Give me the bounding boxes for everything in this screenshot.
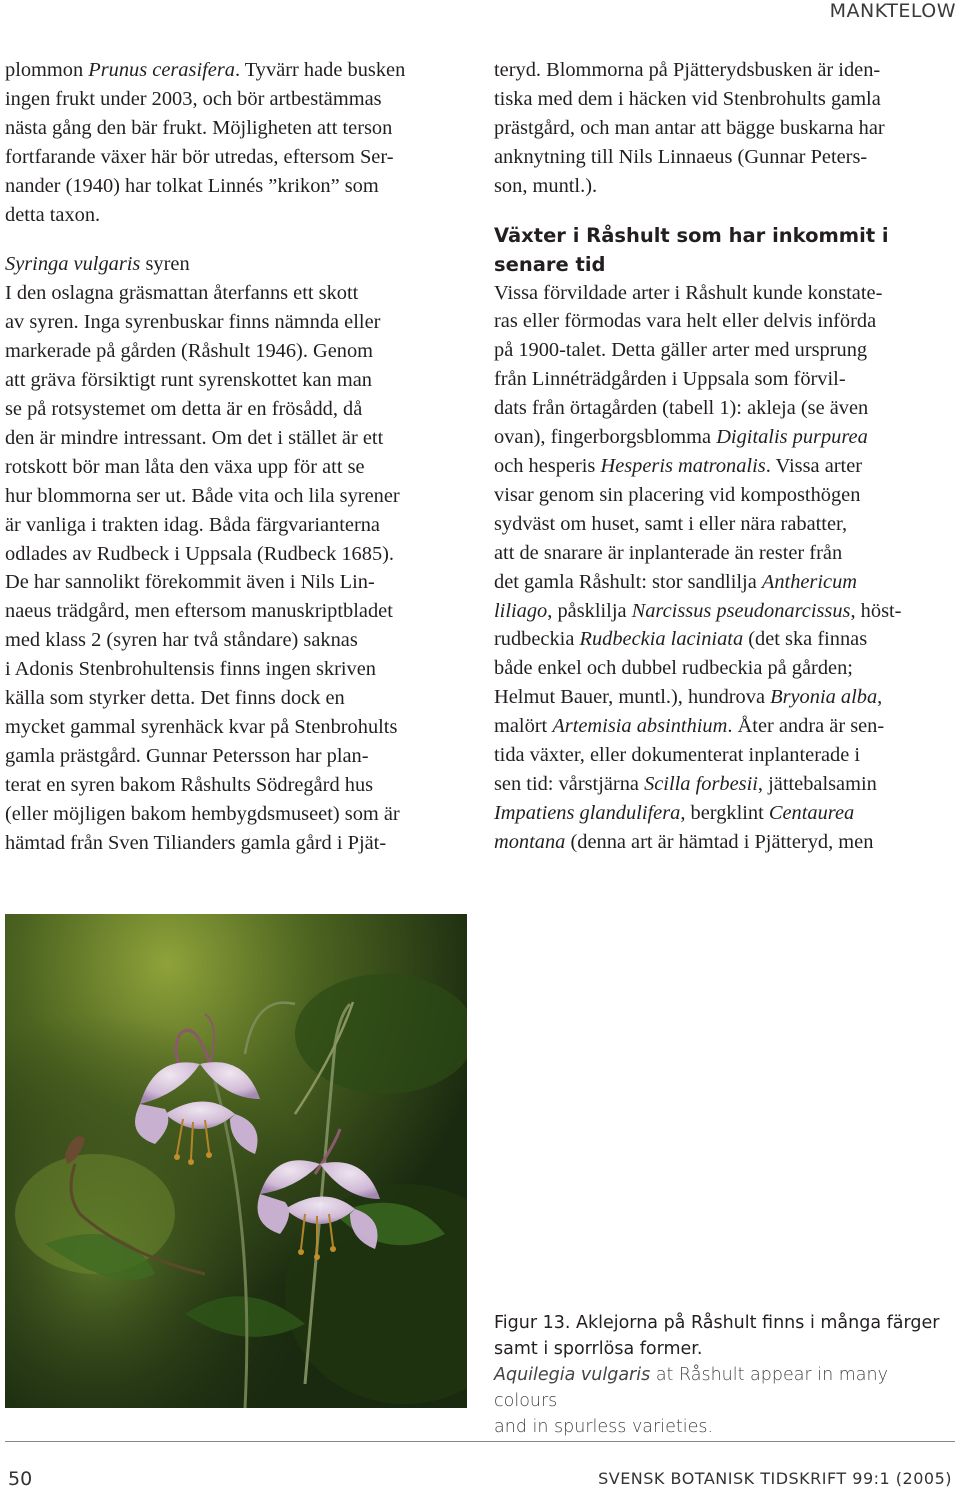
- text-run: den är mindre intressant. Om det i stället är ett: [5, 426, 384, 449]
- text-line: [494, 172, 956, 201]
- text-run: källa som styrker detta. Det finns dock en: [5, 687, 345, 710]
- text-run: är vanliga i trakten idag. Båda färgvarianterna: [5, 513, 380, 536]
- text-run: malört: [494, 715, 553, 738]
- text-line: [494, 770, 956, 799]
- text-run: nästa gång den bär frukt. Möjligheten att terson: [5, 116, 393, 139]
- text-line: [494, 365, 956, 394]
- aquilegia-photo: [5, 914, 467, 1408]
- text-run: (eller möjligen bakom hembygdsmuseet) som är: [5, 802, 400, 825]
- section-heading: [494, 221, 956, 279]
- text-run: . Åter andra är sen-: [727, 715, 885, 738]
- text-line: [494, 625, 956, 654]
- text-line: [5, 56, 465, 85]
- text-line: [494, 85, 956, 114]
- text-line: [494, 828, 956, 857]
- text-line: [5, 655, 465, 684]
- caption-sv-line-2: samt i sporrlösa former.: [494, 1339, 703, 1359]
- text-line: [5, 85, 465, 114]
- text-line: [494, 394, 956, 423]
- subheading-common: syren: [140, 253, 190, 276]
- text-run: det gamla Råshult: stor sandlilja: [494, 570, 762, 593]
- page-number: 50: [8, 1468, 33, 1490]
- text-run: att de snarare är inplanterade än rester från: [494, 541, 843, 564]
- figure-caption: [494, 1310, 956, 1440]
- text-run: Vissa förvildade arter i Råshult kunde konstate-: [494, 281, 883, 304]
- text-run: terat en syren bakom Råshults Södregård hus: [5, 773, 374, 796]
- text-line: [494, 597, 956, 626]
- text-run: anknytning till Nils Linnaeus (Gunnar Peters-: [494, 145, 868, 168]
- latin-name: Digitalis purpurea: [716, 426, 868, 449]
- text-line: [494, 114, 956, 143]
- text-run: I den oslagna gräsmattan återfanns ett skott: [5, 282, 359, 305]
- text-run: prästgård, och man antar att bägge buskarna har: [494, 116, 885, 139]
- text-line: [5, 800, 465, 829]
- text-run: , höst-: [850, 599, 902, 622]
- text-run: från Linnéträdgården i Uppsala som förvil-: [494, 368, 846, 391]
- text-line: [494, 279, 956, 308]
- text-line: [494, 683, 956, 712]
- text-run: odlades av Rudbeck i Uppsala (Rudbeck 1685).: [5, 542, 395, 565]
- text-run: Helmut Bauer, muntl.), hundrova: [494, 686, 771, 709]
- latin-name: Artemisia absinthium: [552, 715, 728, 738]
- text-line: [5, 684, 465, 713]
- continued-paragraph: [494, 56, 956, 201]
- text-run: (det ska finnas: [743, 628, 868, 651]
- text-line: [494, 654, 956, 683]
- latin-name: Rudbeckia laciniata: [579, 628, 744, 651]
- journal-name: SVENSK BOTANISK TIDSKRIFT 99:1 (2005): [598, 1469, 952, 1488]
- text-line: [5, 143, 465, 172]
- text-line: [494, 307, 956, 336]
- text-line: [5, 540, 465, 569]
- text-line: [494, 712, 956, 741]
- text-run: sydväst om huset, samt i eller nära rabatter,: [494, 512, 848, 535]
- subheading-latin: Syringa vulgaris: [5, 253, 141, 276]
- text-line: [5, 771, 465, 800]
- caption-en-text-1: at Råshult appear in many colours: [494, 1365, 888, 1411]
- latin-name: Narcissus pseudonarcissus: [631, 599, 851, 622]
- text-run: son, muntl.).: [494, 174, 598, 197]
- text-line: [5, 626, 465, 655]
- text-line: [5, 308, 465, 337]
- text-run: naeus trädgård, men eftersom manuskriptbladet: [5, 600, 393, 623]
- text-line: [494, 510, 956, 539]
- text-line: [5, 453, 465, 482]
- section-tag: MANKTELOW: [829, 0, 956, 22]
- text-run: nander (1940) har tolkat Linnés ”krikon” som: [5, 174, 379, 197]
- text-line: [494, 741, 956, 770]
- text-line: [494, 539, 956, 568]
- text-run: rotskott bör man låta den växa upp för att se: [5, 455, 365, 478]
- text-line: [494, 799, 956, 828]
- text-run: på 1900-talet. Detta gäller arter med ursprung: [494, 339, 868, 362]
- text-line: [494, 568, 956, 597]
- text-line: [5, 742, 465, 771]
- caption-latin-name: Aquilegia vulgaris: [494, 1365, 651, 1385]
- text-run: , jättebalsamin: [757, 772, 877, 795]
- text-line: [494, 452, 956, 481]
- text-run: De har sannolikt förekommit även i Nils Lin-: [5, 571, 375, 594]
- text-run: , bergklint: [680, 801, 769, 824]
- heading-line-2: senare tid: [494, 252, 606, 276]
- latin-name: Scilla forbesii: [644, 772, 758, 795]
- text-line: [5, 424, 465, 453]
- text-run: och hesperis: [494, 454, 601, 477]
- text-run: rudbeckia: [494, 628, 580, 651]
- text-line: [5, 201, 465, 230]
- text-line: [5, 279, 465, 308]
- text-run: mycket gammal syrenhäck kvar på Stenbrohults: [5, 715, 398, 738]
- text-run: hur blommorna ser ut. Både vita och lila syrener: [5, 484, 400, 507]
- latin-name: Anthericum: [761, 570, 858, 593]
- text-run: ras eller förmodas vara helt eller delvis införda: [494, 310, 877, 333]
- text-run: att gräva försiktigt runt syrenskottet kan man: [5, 369, 372, 392]
- text-line: [5, 482, 465, 511]
- latin-name: Hesperis matronalis: [600, 454, 766, 477]
- text-line: [5, 713, 465, 742]
- text-run: gamla prästgård. Gunnar Petersson har plan-: [5, 744, 369, 767]
- introduced-plants-paragraph: [494, 279, 956, 857]
- caption-swedish: [494, 1310, 956, 1362]
- text-run: ovan), fingerborgsblomma: [494, 426, 717, 449]
- text-run: i Adonis Stenbrohultensis finns ingen skriven: [5, 658, 376, 681]
- syringa-paragraph: [5, 279, 465, 857]
- text-line: [494, 56, 956, 85]
- latin-name: Centaurea: [768, 801, 855, 824]
- caption-english: [494, 1362, 956, 1440]
- text-line: [5, 366, 465, 395]
- text-line: [494, 143, 956, 172]
- text-line: [5, 114, 465, 143]
- right-column: [494, 56, 956, 857]
- text-run: tida växter, eller dokumenterat inplanterade i: [494, 744, 861, 767]
- text-run: teryd. Blommorna på Pjätterydsbusken är iden-: [494, 59, 881, 81]
- text-line: [5, 568, 465, 597]
- text-run: hämtad från Sven Tilianders gamla gård i Pjät-: [5, 831, 387, 854]
- latin-name: Bryonia alba: [770, 686, 878, 709]
- text-run: visar genom sin placering vid komposthögen: [494, 483, 861, 506]
- text-run: ingen frukt under 2003, och bör artbestämmas: [5, 87, 382, 110]
- text-run: . Vissa arter: [765, 454, 863, 477]
- text-line: [494, 423, 956, 452]
- text-line: [5, 597, 465, 626]
- text-run: detta taxon.: [5, 203, 101, 226]
- left-column: [5, 56, 465, 857]
- text-run: , påsklilja: [547, 599, 632, 622]
- text-run: . Tyvärr hade busken: [234, 59, 406, 81]
- text-line: [5, 395, 465, 424]
- latin-name: Impatiens glandulifera: [494, 801, 681, 824]
- text-line: [5, 172, 465, 201]
- text-run: sen tid: vårstjärna: [494, 772, 645, 795]
- text-run: både enkel och dubbel rudbeckia på gården;: [494, 657, 853, 680]
- text-run: (denna art är hämtad i Pjätteryd, men: [565, 830, 874, 853]
- text-run: tiska med dem i häcken vid Stenbrohults gamla: [494, 87, 881, 110]
- intro-paragraph: [5, 56, 465, 229]
- text-run: fortfarande växer här bör utredas, eftersom Ser-: [5, 145, 394, 168]
- text-line: [494, 336, 956, 365]
- heading-line-1: Växter i Råshult som har inkommit i: [494, 223, 889, 247]
- text-run: dats från örtagården (tabell 1): akleja (se även: [494, 397, 869, 420]
- species-subheading: [5, 250, 465, 279]
- text-run: plommon: [5, 59, 89, 81]
- text-run: ,: [877, 686, 883, 709]
- caption-sv-line-1: Figur 13. Aklejorna på Råshult finns i många färger: [494, 1313, 940, 1333]
- latin-name: liliago: [494, 599, 548, 622]
- text-line: [494, 481, 956, 510]
- text-run: se på rotsystemet om detta är en frösådd, då: [5, 397, 363, 420]
- text-line: [5, 337, 465, 366]
- text-run: av syren. Inga syrenbuskar finns nämnda eller: [5, 311, 381, 334]
- text-line: [5, 829, 465, 858]
- footer-rule: [5, 1441, 955, 1442]
- text-run: markerade på gården (Råshult 1946). Genom: [5, 340, 374, 363]
- caption-en-text-2: and in spurless varieties.: [494, 1417, 714, 1437]
- latin-name: Prunus cerasifera: [88, 59, 235, 81]
- text-run: med klass 2 (syren har två ståndare) saknas: [5, 629, 358, 652]
- latin-name: montana: [494, 830, 566, 853]
- text-line: [5, 511, 465, 540]
